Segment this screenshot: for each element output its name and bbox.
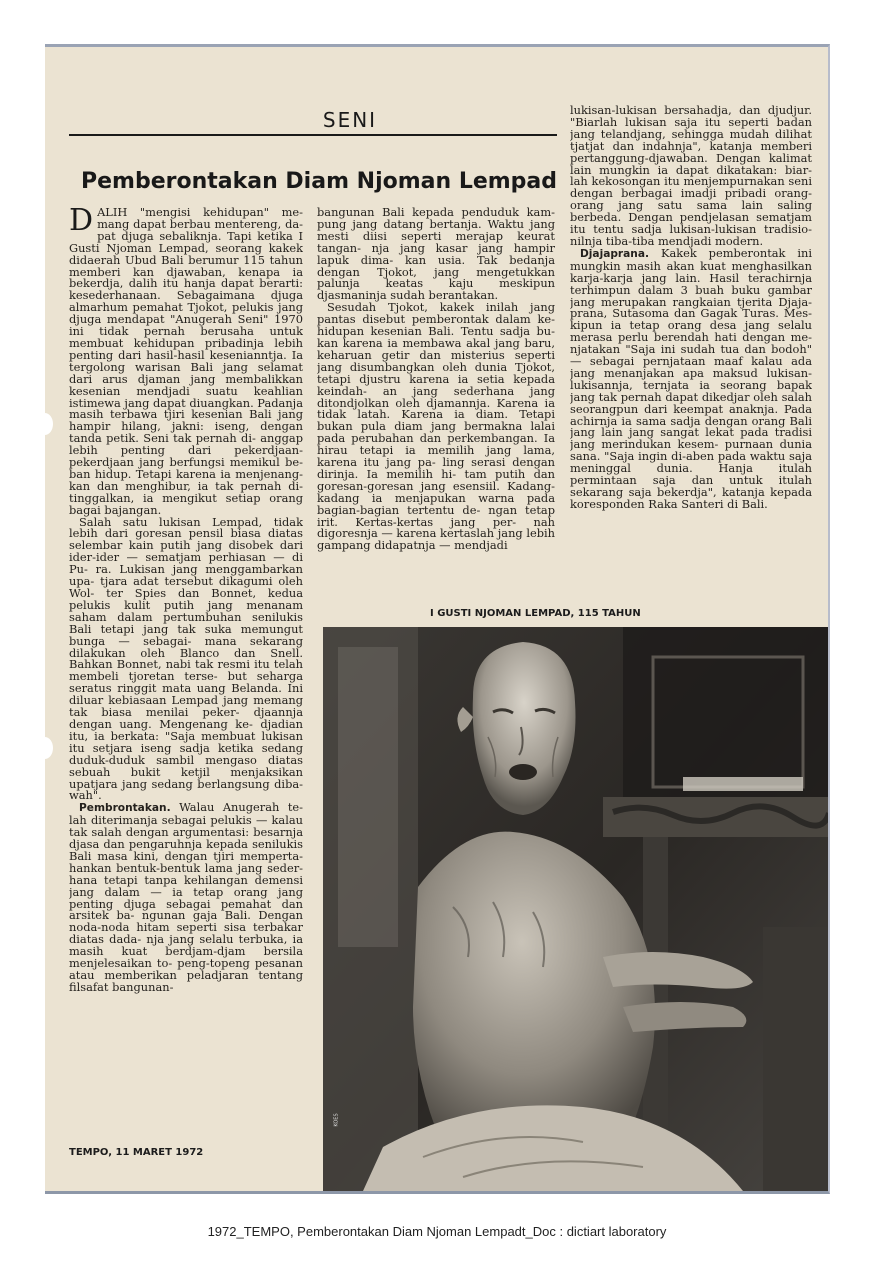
paragraph-text: Kakek pemberontak ini mungkin masih akan kuat menghasilkan karja-karja jang lain. Hasil terachirnja terhimpun dalam 3 buah buku gambar jang merupakan rangkaian tjerita Djaja- prana, Sutasoma dan Gagak Turas. Mes- kipun ia tetap orang desa jang selalu merasa perlu berendah hati dengan me- njatakan "Saja ini sudah tua dan bodoh" — sebagai pernjataan maaf kalau ada jang menanjakan apa maksud lukisan- lukisannja, ternjata ia seorang bapak jang tak pernah dapat dikedjar oleh salah seorangpun dari keempat anaknja. Pada achirnja ia sama sadja dengan orang Bali jang lain jang sangat lekat pada tradisi jang merindukan kesem- purnaan dunia sana. "Saja ingin di-aben pada waktu saja meninggal dunia. Hanja itulah permintaan saja dan untuk itulah sekarang saja bekerdja", katanja kepada koresponden Raka Santeri di Bali. — [570, 245, 812, 511]
drop-cap: D — [69, 207, 94, 238]
subheading: Pembrontakan. — [79, 802, 171, 815]
paragraph — [570, 245, 812, 511]
paragraph: Salah satu lukisan Lempad, tidak lebih dari goresan pensil biasa diatas selembar kain putih jang disobek dari ider-ider — sematjam perhiasan — di Pu- ra. Lukisan jang menggambarkan upa- tjara adat tersebut dikagumi oleh Wol- ter Spies dan Bonnet, kedua pelukis kulit putih jang menanam saham dalam pertumbuhan senilukis Bali tetapi jang tak suka memungut bunga — sebagai- mana sekarang dilakukan oleh Blanco dan Snell. Bahkan Bonnet, nabi tak resmi itu telah membeli tjoretan terse- but seharga seratus ringgit mata uang Belanda. Ini diluar kebiasaan Lempad jang memang tak biasa menilai peker- djaannja dengan uang. Mengenang ke- djadian itu, ia berkata: "Saja membuat lukisan itu setjara iseng sadja ketika sedang duduk-duduk sambil mengaso diatas sebuah bukit ketjil menjaksikan upatjara jang sedang berlangsung diba- wah". — [69, 514, 303, 803]
source-caption: 1972_TEMPO, Pemberontakan Diam Njoman Lempadt_Doc : dictiart laboratory — [207, 1224, 667, 1239]
paragraph-text: Walau Anugerah te- lah diterimanja sebagai pelukis — kalau tak salah dengan argumentasi: besarnja djasa dan pengaruhnja kepada senilukis Bali masa kini, dengan tjiri memperta- hankan bentuk-bentuk lama jang seder- hana tetapi tanpa kehilangan demensi jang dalam — ia tetap orang jang penting djuga sebagai pemahat dan arsitek ba- ngunan gaja Bali. Dengan noda-noda hitam seperti sisa terbakar diatas dada- nja jang selalu terbuka, ia masih kuat berdjam-djam bersila menjelesaikan to- peng-topeng pesanan atau memberikan peladjaran tentang filsafat bangunan- — [69, 800, 303, 994]
paragraph: bangunan Bali kepada penduduk kam- pung jang datang bertanja. Waktu jang mesti diisi seperti merajap keurat tangan- nja jang kasar jang hampir lapuk dima- kan usia. Tak bedanja dengan Tjokot, jang mengetukkan palunja keatas kaju meskipun djasmaninja sudah berantakan. — [317, 207, 555, 303]
wooden-post — [763, 927, 829, 1191]
punch-hole — [45, 737, 53, 759]
paragraph-text: ALIH "mengisi kehidupan" me- mang dapat berbau mentereng, da- pat djuga sebaliknja. Tapi ketika I Gusti Njoman Lempad, seorang kakek didaerah Ubud Bali berumur 115 tahun memberi kan djawaban, kenapa ia bekerdja, dalih itu hanja dapat berarti: kesederhanaan. Sebagaimana djuga almarhum pemahat Tjokot, pelukis jang djuga mendapat "Anugerah Seni" 1970 ini tidak pernah berusaha untuk membuat kehidupan pribadinja lebih penting dari hasil-hasil kesenianntja. Ia tergolong warisan Bali jang selamat dari arus djaman jang membalikkan kesenian mendjadi suatu keahlian istimewa jang dapat diuangkan. Padanja masih terbawa tjiri kesenian Bali jang hampir hilang, jakni: iseng, dengan tanda petik. Seni tak pernah di- anggap lebih penting dari pekerdjaan- pekerdjaan jang berfungsi memikul be- ban hidup. Tetapi karena ia menjenang- kan dan menghibur, ia tak pernah di- tinggalkan, ia mengikut setiap orang bagai bajangan. — [69, 207, 303, 517]
wall-panel — [338, 647, 398, 947]
article-headline: Pemberontakan Diam Njoman Lempad — [81, 169, 558, 194]
article-column-1 — [69, 207, 303, 1055]
paragraph: lukisan-lukisan bersahadja, dan djudjur. "Biarlah lukisan saja itu seperti badan jang telandjang, sehingga mudah dilihat tjatjat dan indahnja", katanja memberi pertanggung-djawaban. Dengan kalimat lain mungkin ia dapat dikatakan: biar- lah kekosongan itu menjempurnakan seni dengan berbagai imadji pribadi orang-orang jang satu sama lain saling berbeda. Dengan pendjelasan sematjam itu tentu sadja lukisan-lukisan tradisio- nilnja tiba-tiba mendjadi modern. — [570, 105, 812, 248]
paragraph — [69, 207, 303, 517]
photo-caption: I GUSTI NJOMAN LEMPAD, 115 TAHUN — [430, 608, 641, 619]
paragraph: Sesudah Tjokot, kakek inilah jang pantas disebut pemberontak dalam ke- hidupan kesenian Bali. Tentu sadja bu- kan karena ia membawa akal jang baru, keharuan getir dan misterius seperti jang disumbangkan oleh dunia Tjokot, tetapi djustru karena ia setia kepada keindah- an jang sederhana jang ditondjolkan oleh djamannja. Karena ia tidak latah. Karena ia diam. Tetapi bukan pula diam jang bermakna lalai pada perubahan dan perkembangan. Ia hirau tetapi ia memilih jang lama, karena itu jang pa- ling serasi dengan dirinja. Ia memilih hi- tam putih dan goresan-goresan jang esensiil. Kadang-kadang ia menjapukan warna pada bagian-bagian tertentu de- ngan tetap irit. Kertas-kertas jang per- nah digoresnja — karena kertaslah jang lebih gampang didapatnja — mendjadi — [317, 300, 555, 553]
article-column-3 — [570, 105, 812, 605]
paper-sheet — [683, 777, 803, 791]
mouth — [509, 764, 537, 780]
paragraph — [69, 802, 303, 994]
section-title: SENI — [322, 108, 378, 132]
article-column-2 — [317, 207, 555, 607]
portrait-photo — [323, 627, 829, 1191]
scanned-page — [45, 44, 830, 1194]
photo-credit: KOES — [333, 1113, 340, 1127]
issue-footer: TEMPO, 11 MARET 1972 — [69, 1147, 204, 1158]
header-rule — [69, 134, 557, 136]
punch-hole — [45, 413, 53, 435]
subheading: Djajaprana. — [580, 247, 650, 260]
